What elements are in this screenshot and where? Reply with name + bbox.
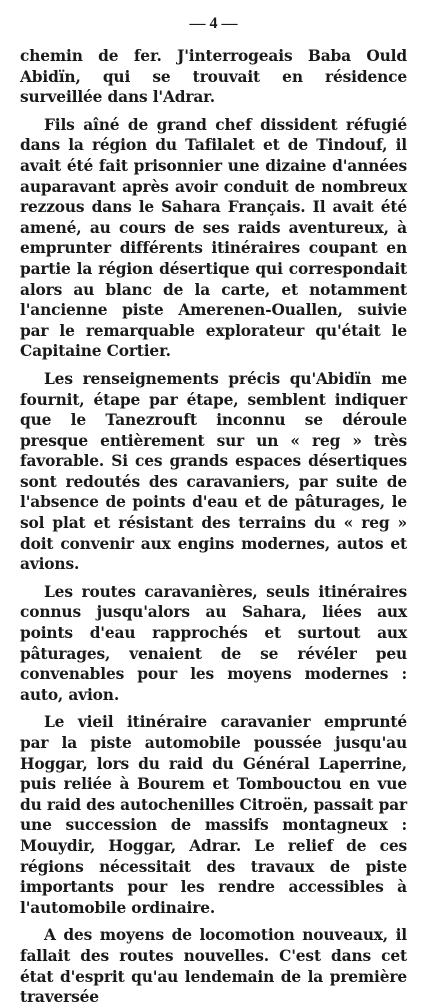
paragraph-1: chemin de fer. J'interrogeais Baba Ould Abidïn, qui se trouvait en résidence surveillée dans l'Adrar. [20,47,407,107]
paragraph-5: Le vieil itinéraire caravanier emprunté par la piste automobile poussée jusqu'au Hoggar, lors du raid du Général Laperrine, puis reliée à Bourem et Tombouctou en vue du raid des autochenilles Citroën, passait par une succession de massifs montagneux : Mouydir, Hoggar, Adrar. Le relief de ces régions nécessitait des travaux de piste importants pour les rendre accessibles à l'automobile ordinaire. [20,713,407,917]
paragraph-4: Les routes caravanières, seuls itinéraires connus jusqu'alors au Sahara, liées aux points d'eau rapprochés et surtout aux pâturages, venaient de se révéler peu convenables pour les moyens modernes : auto, avion. [20,582,407,704]
paragraph-3: Les renseignements précis qu'Abidïn me fournit, étape par étape, semblent indiquer que le Tanezrouft inconnu se déroule presque entièrement sur un « reg » très favorable. Si ces grands espaces désertiques sont redoutés des caravaniers, par suite de l'absence de points d'eau et de pâturages, le sol plat et résistant des terrains du « reg » doit convenir aux engins modernes, autos et avions. [20,369,407,574]
paragraph-2: Fils aîné de grand chef dissident réfugié dans la région du Tafilalet et de Tindouf, il avait été fait prisonnier une dizaine d'années auparavant après avoir conduit de nombreux rezzous dans le Sahara Français. Il avait été amené, au cours de ses raids aventureux, à emprunter différents itinéraires coupant en partie la région désertique qui correspondait alors au blanc de la carte, et notamment l'ancienne piste Amerenen-Ouallen, suivie par le remarquable explorateur qu'était le Capitaine Cortier. [20,115,407,361]
paragraph-6: A des moyens de locomotion nouveaux, il fallait des routes nouvelles. C'est dans cet état d'esprit qu'au lendemain de la première traversée [20,926,407,1007]
page-number: — 4 — [189,15,238,32]
